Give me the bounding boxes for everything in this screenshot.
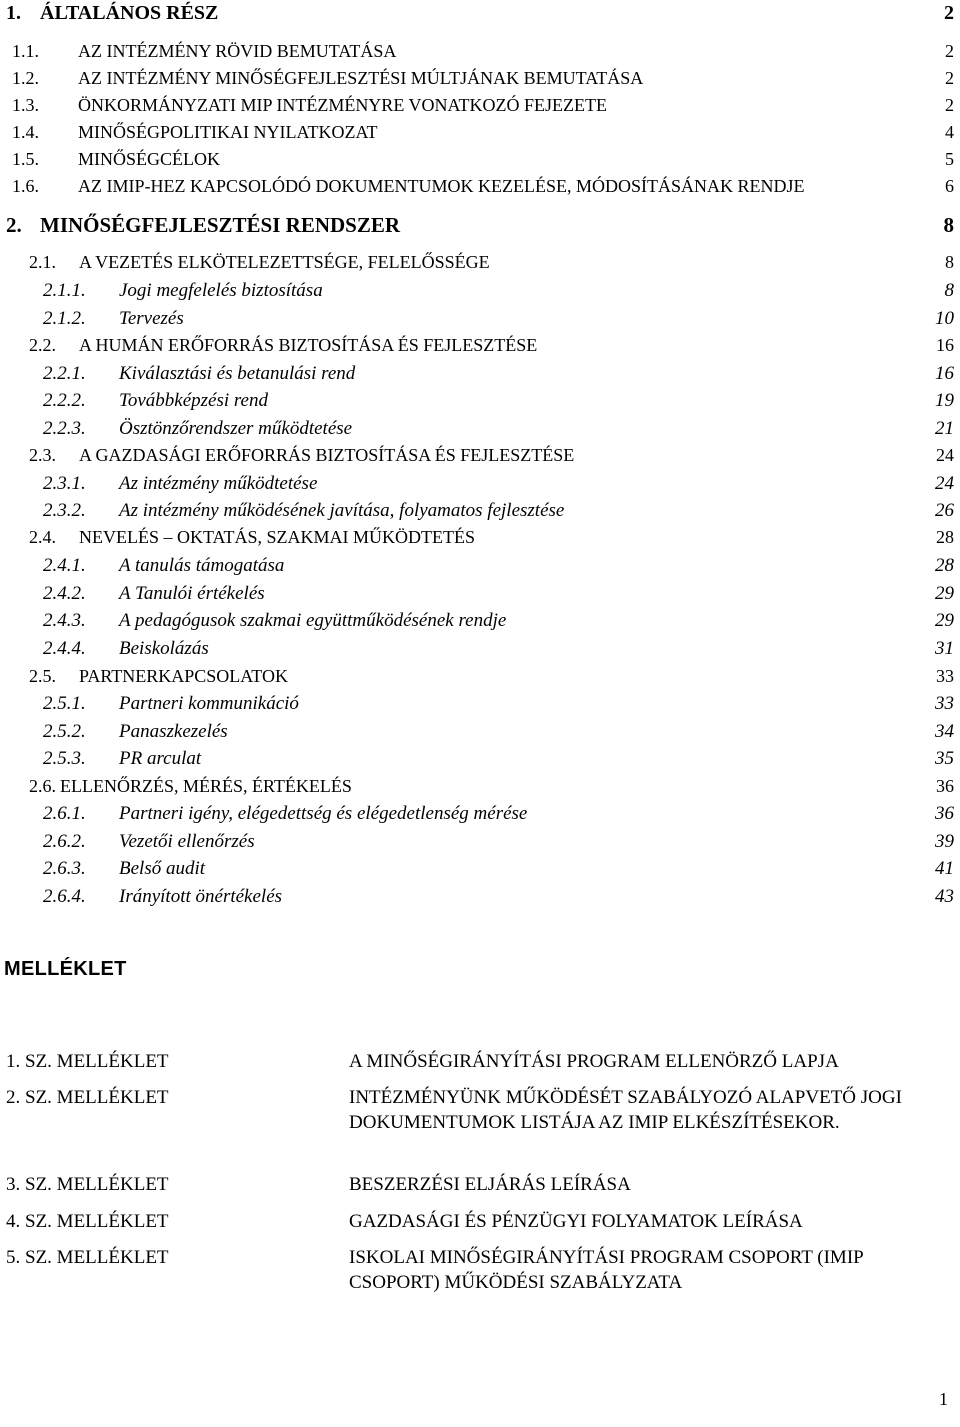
- toc-entry-title: ÁLTALÁNOS RÉSZ: [40, 2, 219, 24]
- toc-entry[interactable]: [12, 176, 954, 197]
- toc-entry-title: Az intézmény működésének javítása, folyamatos fejlesztése: [119, 500, 565, 521]
- toc-entry[interactable]: [29, 776, 954, 797]
- appendix-item: [6, 1049, 936, 1074]
- toc-entry-title: MINŐSÉGPOLITIKAI NYILATKOZAT: [78, 122, 378, 142]
- toc-entry-number: 2.2.1.: [43, 363, 86, 384]
- toc-entry-title: Tervezés: [119, 308, 184, 329]
- appendix-item-number: 4. SZ. MELLÉKLET: [6, 1211, 169, 1232]
- toc-entry[interactable]: [29, 527, 954, 548]
- toc-entry[interactable]: [6, 2, 954, 25]
- toc-entry-number: 2.6.3.: [43, 858, 86, 879]
- toc-entry[interactable]: [12, 68, 954, 89]
- toc-entry-page: 4: [945, 122, 954, 142]
- toc-entry-number: 2.6.1.: [43, 803, 86, 824]
- toc-entry[interactable]: [43, 748, 954, 770]
- toc-entry[interactable]: [12, 41, 954, 62]
- toc-entry-page: 24: [936, 445, 954, 465]
- toc-entry-title: A HUMÁN ERŐFORRÁS BIZTOSÍTÁSA ÉS FEJLESZTÉSE: [79, 335, 538, 355]
- toc-entry-title: Beiskolázás: [119, 638, 209, 659]
- toc-entry[interactable]: [43, 858, 954, 880]
- toc-entry[interactable]: [43, 693, 954, 715]
- toc-entry-title: ÖNKORMÁNYZATI MIP INTÉZMÉNYRE VONATKOZÓ FEJEZETE: [78, 95, 607, 115]
- toc-entry-page: 35: [935, 748, 954, 769]
- toc-entry-number: 2.6.: [29, 776, 56, 796]
- toc-entry[interactable]: [43, 418, 954, 440]
- toc-entry-number: 2.2.3.: [43, 418, 86, 439]
- toc-entry-title: AZ IMIP-HEZ KAPCSOLÓDÓ DOKUMENTUMOK KEZELÉSE, MÓDOSÍTÁSÁNAK RENDJE: [78, 176, 805, 196]
- toc-entry-title: Az intézmény működtetése: [119, 473, 318, 494]
- toc-entry-title: Kiválasztási és betanulási rend: [119, 363, 356, 384]
- toc-entry-number: 2.6.4.: [43, 886, 86, 907]
- toc-entry-title: Vezetői ellenőrzés: [119, 831, 255, 852]
- toc-entry-number: 2.3.: [29, 445, 56, 465]
- toc-entry-page: 6: [945, 176, 954, 196]
- page-number: 1: [939, 1389, 948, 1409]
- toc-entry-page: 33: [935, 693, 954, 714]
- appendix-heading: MELLÉKLET: [4, 958, 127, 980]
- toc-entry-page: 8: [944, 280, 954, 301]
- appendix-item-title: ISKOLAI MINŐSÉGIRÁNYÍTÁSI PROGRAM CSOPORT (IMIP CSOPORT) MŰKÖDÉSI SZABÁLYZATA: [349, 1247, 864, 1293]
- toc-entry[interactable]: [43, 308, 954, 330]
- toc-entry-title: Belső audit: [119, 858, 206, 879]
- toc-entry-number: 1.6.: [12, 176, 39, 196]
- toc-entry-number: 2.4.: [29, 527, 56, 547]
- toc-entry[interactable]: [43, 363, 954, 385]
- toc-entry[interactable]: [43, 721, 954, 743]
- toc-entry-page: 43: [935, 886, 954, 907]
- toc-entry-title: ELLENŐRZÉS, MÉRÉS, ÉRTÉKELÉS: [60, 776, 352, 796]
- appendix-item: [6, 1209, 936, 1234]
- toc-entry-page: 41: [935, 858, 954, 879]
- toc-entry[interactable]: [12, 95, 954, 116]
- toc-entry[interactable]: [43, 390, 954, 412]
- toc-entry-number: 2.3.1.: [43, 473, 86, 494]
- toc-entry[interactable]: [43, 886, 954, 908]
- toc-entry-number: 1.3.: [12, 95, 39, 115]
- toc-entry-number: 2.3.2.: [43, 500, 86, 521]
- toc-entry[interactable]: [43, 831, 954, 853]
- toc-entry-number: 2.1.1.: [43, 280, 86, 301]
- toc-entry-number: 2.2.: [29, 335, 56, 355]
- toc-entry-title: Jogi megfelelés biztosítása: [119, 280, 323, 301]
- appendix-item: [6, 1085, 936, 1160]
- toc-entry-number: 2.4.2.: [43, 583, 86, 604]
- toc-entry[interactable]: [43, 555, 954, 577]
- appendix-item-title: GAZDASÁGI ÉS PÉNZÜGYI FOLYAMATOK LEÍRÁSA: [349, 1211, 803, 1232]
- toc-entry-title: AZ INTÉZMÉNY RÖVID BEMUTATÁSA: [78, 41, 397, 61]
- toc-entry[interactable]: [43, 638, 954, 660]
- toc-entry[interactable]: [43, 473, 954, 495]
- toc-entry-page: 39: [935, 831, 954, 852]
- toc-entry-page: 34: [935, 721, 954, 742]
- toc-entry-number: 2.5.: [29, 666, 56, 686]
- toc-entry-page: 29: [935, 610, 954, 631]
- toc-entry-page: 2: [945, 68, 954, 88]
- toc-entry-title: MINŐSÉGCÉLOK: [78, 149, 220, 169]
- toc-entry-title: NEVELÉS – OKTATÁS, SZAKMAI MŰKÖDTETÉS: [79, 527, 476, 547]
- toc-entry-page: 29: [935, 583, 954, 604]
- toc-entry-page: 33: [936, 666, 954, 686]
- toc-entry-page: 19: [935, 390, 954, 411]
- toc-entry[interactable]: [29, 335, 954, 356]
- toc-entry-page: 21: [935, 418, 954, 439]
- toc-entry-number: 2.5.1.: [43, 693, 86, 714]
- toc-entry-page: 28: [935, 555, 954, 576]
- toc-entry-page: 2: [944, 2, 954, 24]
- toc-entry-number: 2.: [6, 213, 22, 237]
- toc-entry-page: 8: [943, 213, 954, 237]
- toc-entry-title: A pedagógusok szakmai együttműködésének rendje: [119, 610, 507, 631]
- toc-entry-number: 2.2.2.: [43, 390, 86, 411]
- toc-entry-title: A GAZDASÁGI ERŐFORRÁS BIZTOSÍTÁSA ÉS FEJLESZTÉSE: [79, 445, 575, 465]
- toc-entry[interactable]: [43, 280, 954, 302]
- toc-entry-title: PR arculat: [119, 748, 202, 769]
- toc-entry-page: 16: [936, 335, 954, 355]
- appendix-item: [6, 1245, 936, 1295]
- toc-entry[interactable]: [43, 500, 954, 522]
- toc-entry-number: 2.5.2.: [43, 721, 86, 742]
- toc-entry-number: 1.: [6, 2, 21, 24]
- toc-entry-title: A tanulás támogatása: [119, 555, 285, 576]
- toc-entry-number: 1.4.: [12, 122, 39, 142]
- toc-entry-number: 2.4.3.: [43, 610, 86, 631]
- appendix-item-number: 3. SZ. MELLÉKLET: [6, 1174, 169, 1195]
- toc-entry-page: 26: [935, 500, 954, 521]
- toc-entry[interactable]: [29, 666, 954, 687]
- toc-entry-number: 1.2.: [12, 68, 39, 88]
- toc-entry-title: Panaszkezelés: [119, 721, 228, 742]
- toc-entry-title: Partneri igény, elégedettség és elégedetlenség mérése: [119, 803, 528, 824]
- toc-entry-page: 5: [945, 149, 954, 169]
- appendix-item-number: 1. SZ. MELLÉKLET: [6, 1051, 169, 1072]
- toc-entry-number: 2.6.2.: [43, 831, 86, 852]
- toc-entry-title: Továbbképzési rend: [119, 390, 268, 411]
- toc-entry-page: 36: [935, 803, 954, 824]
- toc-entry-page: 16: [935, 363, 954, 384]
- appendix-item-title: A MINŐSÉGIRÁNYÍTÁSI PROGRAM ELLENÖRZŐ LAPJA: [349, 1051, 839, 1072]
- toc-entry-title: PARTNERKAPCSOLATOK: [79, 666, 288, 686]
- toc-entry-title: A Tanulói értékelés: [119, 583, 265, 604]
- toc-entry-page: 8: [945, 252, 954, 272]
- toc-entry[interactable]: [6, 213, 954, 238]
- toc-entry-title: Ösztönzőrendszer működtetése: [119, 418, 353, 439]
- toc-entry-page: 2: [945, 41, 954, 61]
- toc-entry-title: A VEZETÉS ELKÖTELEZETTSÉGE, FELELŐSSÉGE: [79, 252, 490, 272]
- toc-entry-page: 31: [935, 638, 954, 659]
- toc-entry[interactable]: [43, 803, 954, 825]
- toc-entry[interactable]: [43, 583, 954, 605]
- appendix-item-title: INTÉZMÉNYÜNK MŰKÖDÉSÉT SZABÁLYOZÓ ALAPVETŐ JOGI DOKUMENTUMOK LISTÁJA AZ IMIP ELKÉSZÍTÉSEKOR.: [349, 1087, 902, 1133]
- toc-entry-page: 36: [936, 776, 954, 796]
- appendix-item-number: 2. SZ. MELLÉKLET: [6, 1087, 169, 1108]
- toc-entry-number: 1.5.: [12, 149, 39, 169]
- toc-entry-title: AZ INTÉZMÉNY MINŐSÉGFEJLESZTÉSI MÚLTJÁNAK BEMUTATÁSA: [78, 68, 644, 88]
- toc-entry-title: MINŐSÉGFEJLESZTÉSI RENDSZER: [40, 213, 401, 237]
- toc-entry-number: 2.1.2.: [43, 308, 86, 329]
- toc-entry-page: 2: [945, 95, 954, 115]
- toc-entry[interactable]: [12, 122, 954, 143]
- toc-entry-title: Partneri kommunikáció: [119, 693, 299, 714]
- toc-entry[interactable]: [43, 610, 954, 632]
- appendix-item-title: BESZERZÉSI ELJÁRÁS LEÍRÁSA: [349, 1174, 631, 1195]
- toc-entry[interactable]: [29, 252, 954, 273]
- toc-entry-number: 2.1.: [29, 252, 56, 272]
- toc-entry-title: Irányított önértékelés: [119, 886, 283, 907]
- toc-entry-number: 2.4.4.: [43, 638, 86, 659]
- appendix-item: [6, 1172, 936, 1197]
- appendix-item-number: 5. SZ. MELLÉKLET: [6, 1247, 169, 1268]
- toc-entry-page: 28: [936, 527, 954, 547]
- toc-entry-number: 2.4.1.: [43, 555, 86, 576]
- toc-entry[interactable]: [12, 149, 954, 170]
- toc-entry-number: 2.5.3.: [43, 748, 86, 769]
- toc-entry[interactable]: [29, 445, 954, 466]
- toc-entry-number: 1.1.: [12, 41, 39, 61]
- toc-entry-page: 10: [935, 308, 954, 329]
- toc-entry-page: 24: [935, 473, 954, 494]
